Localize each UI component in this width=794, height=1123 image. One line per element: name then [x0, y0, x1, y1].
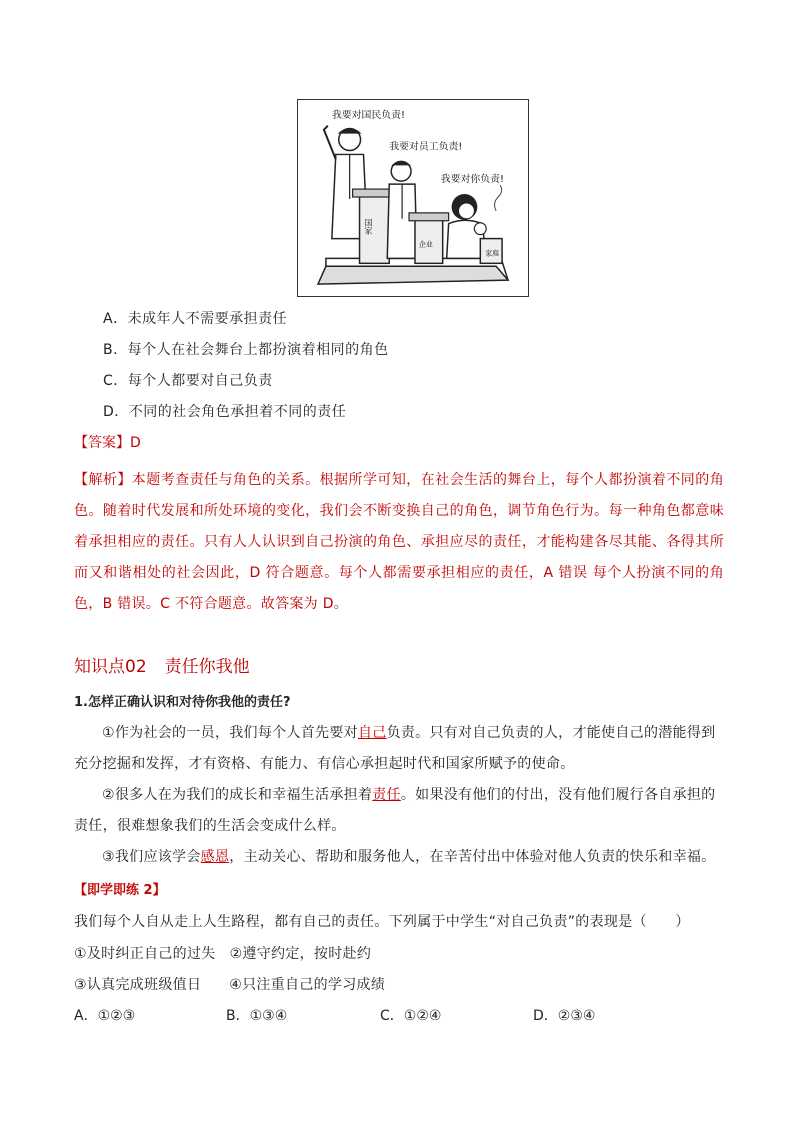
- question-title: 1.怎样正确认识和对待你我他的责任?: [74, 695, 291, 710]
- podium-country-label: 国家: [363, 218, 373, 235]
- section-title: [74, 656, 250, 678]
- practice-item-1: ①及时纠正自己的过失: [74, 946, 216, 962]
- point-2-text-a: ②很多人在为我们的成长和幸福生活承担着: [102, 787, 373, 803]
- analysis-text: 本题考查责任与角色的关系。根据所学可知，在社会生活的舞台上，每个人都扮演着不同的角色。随着时代发展和所处环境的变化，我们会不断变换自己的角色，调节角色行为。每一种角色都意味着承担相应的责任。只有人人认识到自己扮演的角色、承担应尽的责任，才能构建各尽其能、各得其所而又和谐相处的社会因此，D 符合题意。每个人都需要承担相应的责任，A 错误 每个人扮演不同的角色，B 错误。C 不符合题意。故答案为 D。: [74, 472, 724, 612]
- option-c: C．每个人都要对自己负责: [103, 373, 273, 389]
- company-figure-icon: [387, 161, 417, 258]
- option-b: B．每个人在社会舞台上都扮演着相同的角色: [103, 342, 389, 358]
- section-heading: 责任你我他: [164, 657, 250, 677]
- analysis-tag: 【解析】: [74, 472, 132, 488]
- company-podium-icon: [409, 213, 449, 263]
- practice-items-line-1: [74, 944, 371, 964]
- family-podium-icon: [480, 239, 502, 264]
- cartoon-illustration: [297, 99, 529, 297]
- speech-family: 我要对你负责!: [440, 174, 504, 186]
- point-1-text-b: 负责。只有对自己负责的人，才能使自己的潜能得到充分挖掘和发挥，才有资格、有能力、有信心承担起时代和国家所赋予的使命。: [74, 725, 716, 772]
- practice-stem: 我们每个人自从走上人生路程，都有自己的责任。下列属于中学生“对自己负责”的表现是（ ）: [74, 914, 690, 930]
- point-3-keyword: 感恩: [200, 849, 230, 865]
- point-paragraph-1: [74, 718, 724, 780]
- answer-tag: 【答案】: [74, 435, 130, 451]
- practice-item-2: ②遵守约定，按时赴约: [229, 946, 372, 962]
- point-1-text-a: ①作为社会的一员，我们每个人首先要对: [102, 725, 358, 741]
- option-d: D．不同的社会角色承担着不同的责任: [103, 404, 347, 420]
- point-paragraph-3: [74, 842, 724, 873]
- practice-item-3: ③认真完成班级值日: [74, 977, 202, 993]
- answer-line: [74, 433, 141, 453]
- point-3-text-a: ③我们应该学会: [102, 849, 201, 865]
- practice-tag: 【即学即练 2】: [74, 883, 166, 898]
- practice-choice-a: A．①②③: [74, 1008, 136, 1024]
- podium-family-label: 家庭: [485, 249, 500, 258]
- practice-choice-b: B．①③④: [226, 1008, 288, 1024]
- speech-company: 我要对员工负责!: [389, 141, 463, 153]
- practice-choice-d: D．②③④: [533, 1008, 596, 1024]
- practice-item-4: ④只注重自己的学习成绩: [229, 977, 386, 993]
- cartoon-drawing: [298, 100, 528, 296]
- point-paragraph-2: [74, 780, 724, 842]
- speech-country: 我要对国民负责!: [331, 109, 405, 121]
- point-3-text-b: ，主动关心、帮助和服务他人，在辛苦付出中体验对他人负责的快乐和幸福。: [229, 849, 716, 865]
- section-number: 知识点02: [74, 657, 147, 677]
- point-2-keyword: 责任: [372, 787, 401, 803]
- point-2-text-b: 。如果没有他们的付出，没有他们履行各自承担的责任，很难想象我们的生活会变成什么样。: [74, 787, 716, 834]
- practice-choice-c: C．①②④: [380, 1008, 442, 1024]
- analysis-block: [74, 465, 724, 620]
- practice-items-line-2: [74, 975, 385, 995]
- stage-icon: [318, 266, 508, 284]
- podium-company-label: 企业: [418, 240, 433, 249]
- option-a: A．未成年人不需要承担责任: [103, 311, 288, 327]
- answer-value: D: [130, 435, 141, 451]
- point-1-keyword: 自己: [357, 725, 387, 741]
